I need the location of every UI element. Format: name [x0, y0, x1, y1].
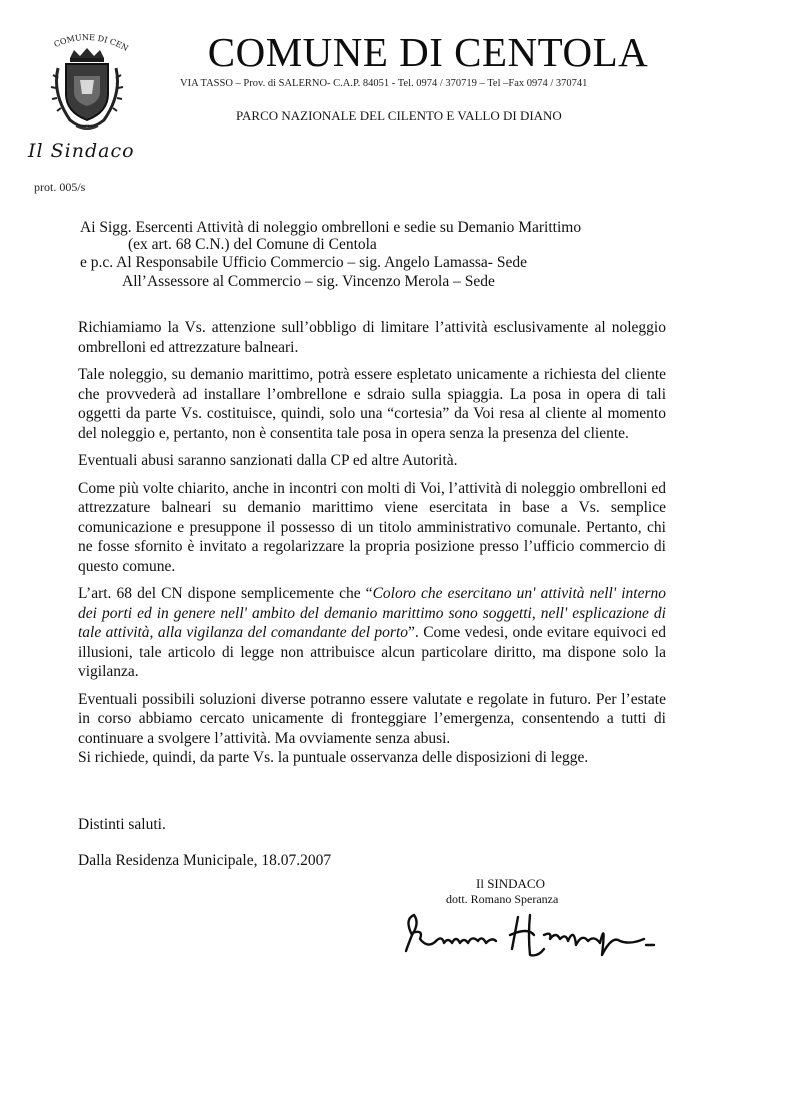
paragraph-6: Eventuali possibili soluzioni diverse potranno essere valutate e regolate in futuro. Per l’estate in corso abbiamo cercato unicamente di fronteggiare l’emergenza, consentendo a tutti di continuare a svolgere l’attività. Ma ovviamente senza abusi.: [78, 690, 666, 747]
paragraph-7: Si richiede, quindi, da parte Vs. la puntuale osservanza delle disposizioni di legge.: [78, 749, 589, 766]
cn-article-quote: Coloro che esercitano un' attività nell' interno dei porti ed in genere nell' ambito del demanio marittimo sono soggetti, nell' esplicazione di tale attività, alla vigilanza del comandante del porto: [78, 585, 666, 641]
addressee-line-2: (ex art. 68 C.N.) del Comune di Centola: [128, 236, 377, 253]
closing-greeting: Distinti saluti.: [78, 816, 166, 833]
paragraph-5: [78, 584, 666, 682]
page-title: COMUNE DI CENTOLA: [207, 29, 649, 75]
paragraph-5-intro: L’art. 68 del CN dispone semplicemente che “: [78, 585, 373, 602]
addressee-line-1: Ai Sigg. Esercenti Attività di noleggio ombrelloni e sedie su Demanio Marittimo: [80, 219, 582, 236]
paragraph-5-rest: ”. Come vedesi, onde evitare equivoci ed illusioni, tale articolo di legge non attribuisce alcun particolare diritto, ma dispone solo la vigilanza.: [78, 624, 667, 680]
municipal-crest-logo: [40, 28, 134, 136]
signatory-title: Il SINDACO: [476, 876, 545, 891]
handwritten-signature: [398, 905, 668, 963]
addressee-line-4: All’Assessore al Commercio – sig. Vincenzo Merola – Sede: [122, 273, 495, 290]
paragraph-4: Come più volte chiarito, anche in incontri con molti di Voi, l’attività di noleggio ombrelloni ed attrezzature balneari su demanio marittimo viene esercitata in base a Vs. semplice comunicazione e presuppone il possesso di un titolo amministrativo comunale. Pertanto, chi ne fosse sfornito è invitato a regolarizzare la propria posizione presso l’ufficio commercio di questo comune.: [78, 479, 666, 575]
paragraph-2: Tale noleggio, su demanio marittimo, potrà essere espletato unicamente a richiesta del cliente che provvederà ad installare l’ombrellone e sdraio sulla spiaggia. La posa in opera di tali oggetti da parte Vs. costituisce, quindi, solo una “cortesia” da Voi resa al cliente al momento del noleggio e, pertanto, non è consentita tale posa in opera senza la presenza del cliente.: [78, 366, 666, 442]
paragraph-3: Eventuali abusi saranno sanzionati dalla CP ed altre Autorità.: [78, 452, 458, 469]
sindaco-script-label: Il Sindaco: [28, 140, 135, 162]
addressee-line-3: e p.c. Al Responsabile Ufficio Commercio – sig. Angelo Lamassa- Sede: [80, 254, 527, 271]
park-subtitle: PARCO NAZIONALE DEL CILENTO E VALLO DI DIANO: [236, 108, 562, 123]
letter-body: [78, 318, 666, 776]
svg-text:COMUNE DI CENTOLA: COMUNE DI CEN: [52, 32, 130, 54]
paragraph-1: Richiamiamo la Vs. attenzione sull’obbligo di limitare l’attività esclusivamente al noleggio ombrelloni ed attrezzature balneari.: [78, 319, 666, 356]
municipality-address: VIA TASSO – Prov. di SALERNO- C.A.P. 84051 - Tel. 0974 / 370719 – Tel –Fax 0974 / 370741: [180, 78, 588, 89]
signatory-name: dott. Romano Speranza: [446, 892, 559, 906]
place-and-date: Dalla Residenza Municipale, 18.07.2007: [78, 852, 332, 869]
protocol-number: prot. 005/s: [34, 180, 86, 194]
